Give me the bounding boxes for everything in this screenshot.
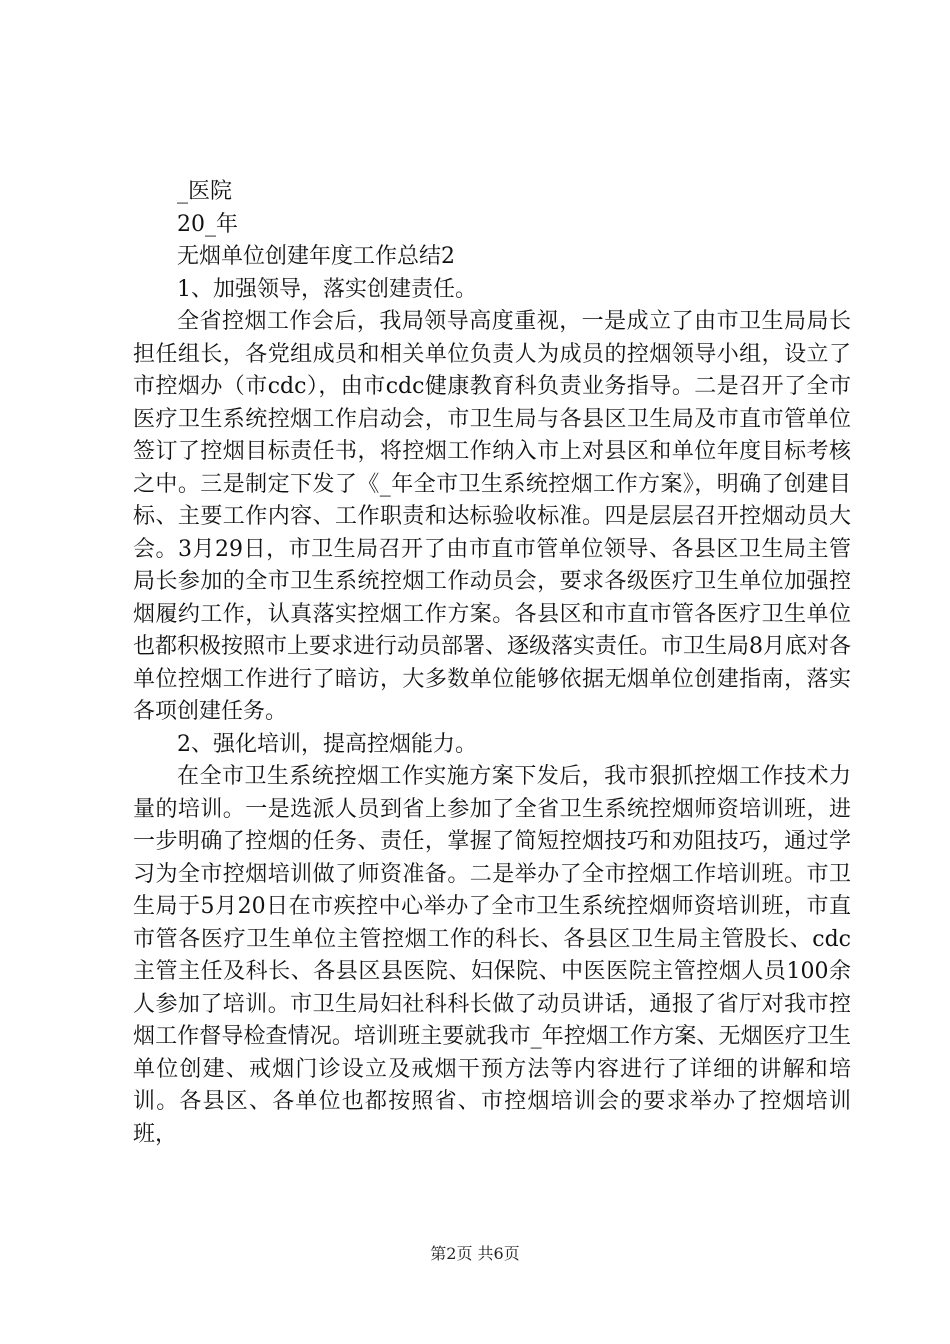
year-line: 20_年 — [177, 211, 238, 237]
section-heading-2: 2、强化培训，提高控烟能力。 — [177, 731, 477, 757]
document-body — [133, 176, 851, 1151]
body-paragraph-2: 在全市卫生系统控烟工作实施方案下发后，我市狠抓控烟工作技术力量的培训。一是选派人员到省上参加了全省卫生系统控烟师资培训班，进一步明确了控烟的任务、责任，掌握了简短控烟技巧和劝阻技巧，通过学习为全市控烟培训做了师资准备。二是举办了全市控烟工作培训班。市卫生局于5月20日在市疾控中心举办了全市卫生系统控烟师资培训班，市直市管各医疗卫生单位主管控烟工作的科长、各县区卫生局主管股长、cdc主管主任及科长、各县区县医院、妇保院、中医医院主管控烟人员100余人参加了培训。市卫生局妇社科科长做了动员讲话，通报了省厅对我市控烟工作督导检查情况。培训班主要就我市_年控烟工作方案、无烟医疗卫生单位创建、戒烟门诊设立及戒烟干预方法等内容进行了详细的讲解和培训。各县区、各单位也都按照省、市控烟培训会的要求举办了控烟培训班， — [133, 764, 851, 1147]
section-heading-1: 1、加强领导，落实创建责任。 — [177, 276, 477, 302]
page-number-footer: 第2页 共6页 — [430, 1244, 520, 1263]
body-paragraph-1: 全省控烟工作会后，我局领导高度重视，一是成立了由市卫生局局长担任组长，各党组成员和相关单位负责人为成员的控烟领导小组，设立了市控烟办（市cdc），由市cdc健康教育科负责业务指导。二是召开了全市医疗卫生系统控烟工作启动会，市卫生局与各县区卫生局及市直市管单位签订了控烟目标责任书，将控烟工作纳入市上对县区和单位年度目标考核之中。三是制定下发了《_年全市卫生系统控烟工作方案》，明确了创建目标、主要工作内容、工作职责和达标验收标准。四是层层召开控烟动员大会。3月29日，市卫生局召开了由市直市管单位领导、各县区卫生局主管局长参加的全市卫生系统控烟工作动员会，要求各级医疗卫生单位加强控烟履约工作，认真落实控烟工作方案。各县区和市直市管各医疗卫生单位也都积极按照市上要求进行动员部署、逐级落实责任。市卫生局8月底对各单位控烟工作进行了暗访，大多数单位能够依据无烟单位创建指南，落实各项创建任务。 — [133, 309, 851, 724]
document-title: 无烟单位创建年度工作总结2 — [177, 244, 455, 269]
hospital-line: _医院 — [177, 179, 233, 204]
